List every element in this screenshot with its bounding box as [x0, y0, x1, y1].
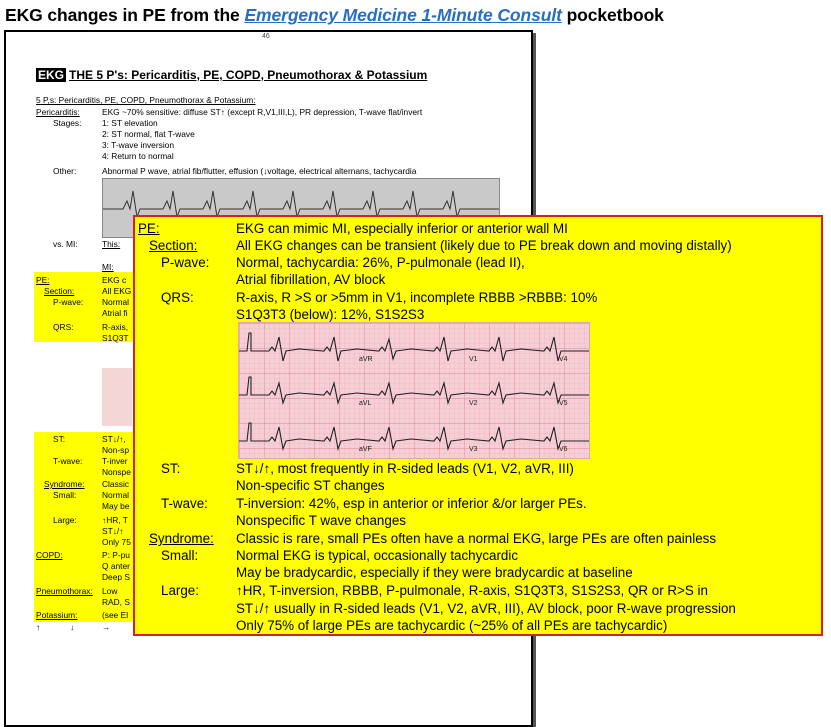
- heading-tag: EKG: [38, 68, 65, 82]
- page-snip: May be: [102, 501, 130, 511]
- vsmi-label: vs. MI:: [53, 239, 78, 249]
- lead-label: aVR: [359, 356, 373, 363]
- callout-pe-label: PE:: [138, 221, 160, 236]
- callout-qrs-text-2: S1Q3T3 (below): 12%, S1S2S3: [236, 307, 425, 322]
- page-st-label: ST:: [53, 434, 66, 444]
- copd-line: P: P-pu: [102, 550, 130, 560]
- callout-pe-text: EKG can mimic MI, especially inferior or anterior wall MI: [236, 221, 568, 236]
- potassium-text: (see El: [102, 610, 129, 620]
- callout-qrs-text: R-axis, R >S or >5mm in V1, incomplete RBBB >RBBB: 10%: [236, 290, 598, 305]
- lead-label: V4: [559, 356, 568, 363]
- page-snip: ST↓/↑,: [102, 434, 126, 444]
- figure-title: [5, 5, 664, 26]
- page-qrs-label: QRS:: [53, 322, 74, 332]
- vsmi-mi: MI:: [102, 262, 114, 272]
- lead-label: V2: [469, 400, 478, 407]
- title-prefix: EKG changes in PE from the: [5, 5, 245, 25]
- page-syndrome-label: Syndrome:: [44, 479, 85, 489]
- callout-small-text: Normal EKG is typical, occasionally tachycardic: [236, 548, 519, 563]
- callout-pwave-label: P-wave:: [161, 255, 210, 270]
- lead-label: V3: [469, 446, 478, 453]
- page-snip: Nonspe: [102, 467, 131, 477]
- callout-pwave-text: Normal, tachycardia: 26%, P-pulmonale (lead II),: [236, 255, 525, 270]
- down-arrow-icon: ↓: [70, 622, 75, 632]
- s1q3t3-ekg-svg: [239, 323, 589, 458]
- callout-twave-label: T-wave:: [161, 496, 208, 511]
- page-twave-label: T-wave:: [53, 456, 83, 466]
- subheading: 5 P,s: Pericarditis, PE, COPD, Pneumothorax & Potassium:: [36, 95, 256, 105]
- callout-st-text: ST↓/↑, most frequently in R-sided leads (V1, V2, aVR, III): [236, 461, 574, 476]
- page-snip: Normal: [102, 490, 129, 500]
- page-snip: Only 75: [102, 537, 131, 547]
- heading-text: THE 5 P's: Pericarditis, PE, COPD, Pneumothorax & Potassium: [69, 68, 428, 82]
- page-snip: S1Q3T: [102, 333, 129, 343]
- pneumothorax-line: Low: [102, 586, 118, 596]
- callout-st-label: ST:: [161, 461, 181, 476]
- page-snip: Normal: [102, 297, 129, 307]
- stage-item: 3: T-wave inversion: [102, 140, 174, 150]
- page-snip: R-axis,: [102, 322, 129, 332]
- potassium-label: Potassium:: [36, 610, 78, 620]
- page-pwave-label: P-wave:: [53, 297, 84, 307]
- callout-large-label: Large:: [161, 583, 199, 598]
- callout-small-text-2: May be bradycardic, especially if they were bradycardic at baseline: [236, 565, 633, 580]
- other-text: Abnormal P wave, atrial fib/flutter, effusion (↓voltage, electrical alternans, tachycardia: [102, 166, 417, 176]
- callout-large-text: ↑HR, T-inversion, RBBB, P-pulmonale, R-axis, S1Q3T3, S1S2S3, QR or R>S in: [236, 583, 708, 598]
- copd-line: Deep S: [102, 572, 130, 582]
- callout-st-text-2: Non-specific ST changes: [236, 478, 385, 493]
- lead-label: aVF: [359, 446, 372, 453]
- stage-item: 1: ST elevation: [102, 118, 158, 128]
- page-snip: ST↓/↑: [102, 526, 124, 536]
- page-snip: ↑HR, T: [102, 515, 128, 525]
- page-snip: Classic: [102, 479, 129, 489]
- callout-section-text: All EKG changes can be transient (likely due to PE break down and moving distally): [236, 238, 732, 253]
- callout-syndrome-text: Classic is rare, small PEs often have a normal EKG, large PEs are often painless: [236, 531, 717, 546]
- stage-item: 2: ST normal, flat T-wave: [102, 129, 195, 139]
- lead-label: V6: [559, 446, 568, 453]
- other-label: Other:: [53, 166, 77, 176]
- page-heading: [36, 68, 427, 82]
- copd-line: Q anter: [102, 561, 130, 571]
- page-snip: EKG c: [102, 275, 127, 285]
- page-s1q3t3-strip: [102, 368, 132, 426]
- pneumothorax-line: RAD, S: [102, 597, 130, 607]
- page-pe-label: PE:: [36, 275, 50, 285]
- callout-large-text-2: ST↓/↑ usually in R-sided leads (V1, V2, aVR, III), AV block, poor R-wave progression: [236, 601, 736, 616]
- s1q3t3-ekg-image: [238, 322, 590, 459]
- callout-small-label: Small:: [161, 548, 199, 563]
- callout-large-text-3: Only 75% of large PEs are tachycardic (~25% of all PEs are tachycardic): [236, 618, 668, 633]
- callout-twave-text-2: Nonspecific T wave changes: [236, 513, 406, 528]
- callout-section-label: Section:: [149, 238, 198, 253]
- page-snip: T-inver: [102, 456, 128, 466]
- page-small-label: Small:: [53, 490, 77, 500]
- pericarditis-label: Pericarditis:: [36, 107, 80, 117]
- pericarditis-text: EKG ~70% sensitive: diffuse ST↑ (except R,V1,III,L), PR depression, T-wave flat/invert: [102, 107, 423, 117]
- page-snip: Non-sp: [102, 445, 129, 455]
- page-section-label: Section:: [44, 286, 75, 296]
- book-link[interactable]: Emergency Medicine 1-Minute Consult: [244, 5, 562, 25]
- callout-twave-text: T-inversion: 42%, esp in anterior or inferior &/or larger PEs.: [236, 496, 587, 511]
- page-snip: Atrial fi: [102, 308, 128, 318]
- pe-callout: [133, 215, 823, 636]
- up-arrow-icon: ↑: [36, 622, 41, 632]
- lead-label: V5: [559, 400, 568, 407]
- callout-pwave-text-2: Atrial fibrillation, AV block: [236, 272, 386, 287]
- right-arrow-icon: →: [102, 622, 111, 632]
- title-suffix: pocketbook: [561, 5, 664, 25]
- lead-label: V1: [469, 356, 478, 363]
- pneumothorax-label: Pneumothorax:: [36, 586, 93, 596]
- page-large-label: Large:: [53, 515, 77, 525]
- page-number: 46: [262, 33, 270, 40]
- copd-label: COPD:: [36, 550, 63, 560]
- callout-syndrome-label: Syndrome:: [149, 531, 214, 546]
- stages-label: Stages:: [53, 118, 82, 128]
- callout-qrs-label: QRS:: [161, 290, 194, 305]
- vsmi-this: This:: [102, 239, 121, 249]
- stage-item: 4: Return to normal: [102, 151, 174, 161]
- lead-label: aVL: [359, 400, 372, 407]
- page-snip: All EKG: [102, 286, 132, 296]
